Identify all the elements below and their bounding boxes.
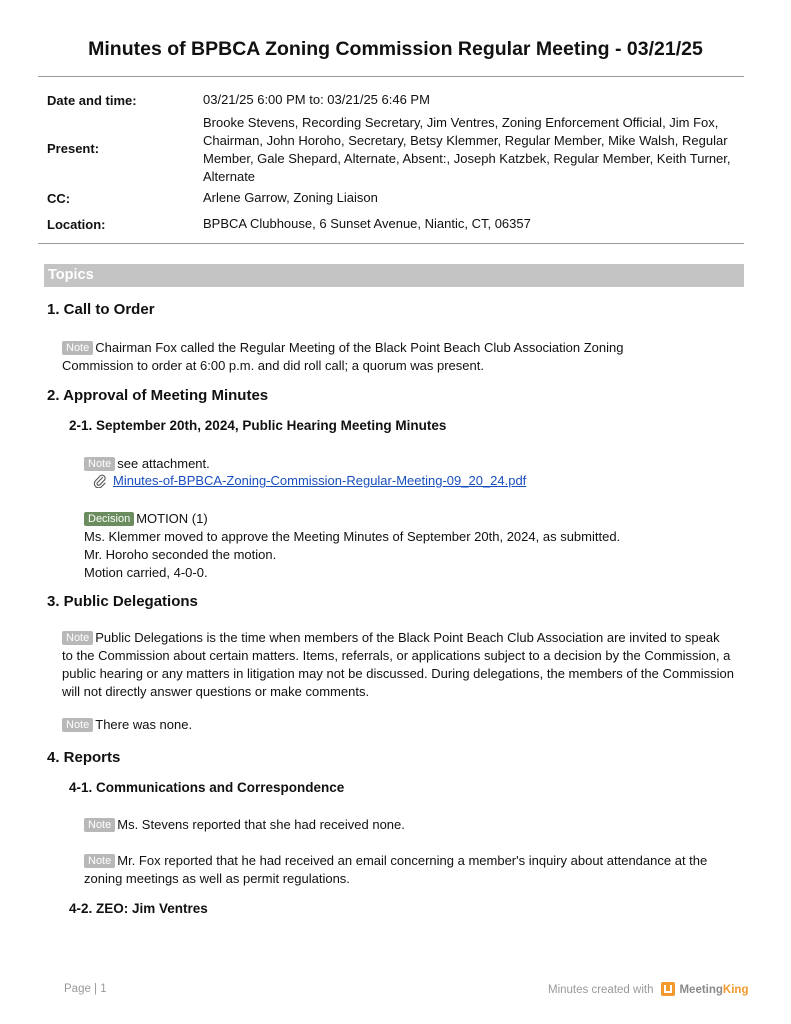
attachment-row: [93, 473, 526, 488]
cc-label: CC:: [47, 191, 71, 206]
note-badge: Note: [62, 341, 93, 355]
section-heading-call-to-order: 1. Call to Order: [47, 301, 155, 318]
created-with-text: Minutes created with: [548, 984, 654, 996]
decision-line: Motion carried, 4-0-0.: [84, 565, 208, 580]
section-heading-reports: 4. Reports: [47, 749, 121, 766]
document-title: Minutes of BPBCA Zoning Commission Regular Meeting - 03/21/25: [88, 38, 703, 60]
note-text: see attachment.: [117, 456, 210, 471]
topics-header: Topics: [44, 264, 744, 287]
brand-king-text: King: [722, 984, 749, 996]
decision-line: Ms. Klemmer moved to approve the Meeting Minutes of September 20th, 2024, as submitted.: [84, 529, 621, 544]
note-badge: Note: [84, 854, 115, 868]
note-text: Chairman Fox called the Regular Meeting of the Black Point Beach Club Association Zoning Commission to order at 6:00 p.m. and did roll call; a quorum was present.: [62, 340, 624, 373]
note-fox-report: [84, 852, 734, 888]
subsection-heading-sept-minutes: 2-1. September 20th, 2024, Public Hearing Meeting Minutes: [69, 418, 447, 433]
note-text: Mr. Fox reported that he had received an email concerning a member's inquiry about attendance at the zoning meetings as well as permit regulations.: [84, 853, 708, 886]
decision-title: MOTION (1): [136, 511, 208, 526]
subsection-heading-zeo: 4-2. ZEO: Jim Ventres: [69, 901, 208, 916]
note-text: Ms. Stevens reported that she had received none.: [117, 817, 405, 832]
paperclip-icon: [93, 474, 107, 488]
decision-block: [84, 510, 724, 582]
location-label: Location:: [47, 217, 106, 232]
note-badge: Note: [62, 631, 93, 645]
meta-divider: [38, 243, 744, 244]
date-label: Date and time:: [47, 93, 137, 108]
note-badge: Note: [84, 457, 115, 471]
present-value: Brooke Stevens, Recording Secretary, Jim Ventres, Zoning Enforcement Official, Jim Fox, Chairman, John Horoho, Secretary, Betsy Klemmer, Regular Member, Mike Walsh, Regular Member, Gale Shepard, Alternate, Absent:, Joseph Katzbek, Regular Member, Keith Turner, Alternate: [203, 115, 731, 184]
note-text: Public Delegations is the time when members of the Black Point Beach Club Association are invited to speak to the Commission about certain matters. Items, referrals, or applications subject to a decision by the Commission, a public hearing or any matters in litigation may not be discussed. During delegations, the members of the Commission will not directly answer questions or make comments.: [62, 630, 735, 699]
decision-badge: Decision: [84, 512, 134, 526]
subsection-heading-communications: 4-1. Communications and Correspondence: [69, 780, 345, 795]
brand-meeting-text: Meeting: [679, 984, 723, 996]
note-text: There was none.: [95, 717, 193, 732]
note-badge: Note: [62, 718, 93, 732]
decision-header: [84, 510, 724, 528]
section-heading-approval-minutes: 2. Approval of Meeting Minutes: [47, 387, 269, 404]
attachment-link[interactable]: Minutes-of-BPBCA-Zoning-Commission-Regular-Meeting-09_20_24.pdf: [113, 473, 527, 488]
cc-value: Arlene Garrow, Zoning Liaison: [203, 190, 378, 205]
note-there-was-none: [62, 716, 702, 734]
meetingking-logo-icon: [661, 982, 675, 996]
decision-line: Mr. Horoho seconded the motion.: [84, 547, 277, 562]
section-heading-public-delegations: 3. Public Delegations: [47, 593, 198, 610]
title-divider: [38, 76, 744, 77]
footer-credit: [548, 982, 748, 996]
date-value: 03/21/25 6:00 PM to: 03/21/25 6:46 PM: [203, 92, 430, 107]
note-see-attachment: [84, 455, 724, 473]
note-public-delegations: [62, 629, 734, 701]
note-call-to-order: [62, 339, 672, 375]
note-stevens-report: [84, 816, 724, 834]
page-number: Page | 1: [64, 983, 107, 995]
present-label: Present:: [47, 141, 100, 156]
note-badge: Note: [84, 818, 115, 832]
location-value: BPBCA Clubhouse, 6 Sunset Avenue, Niantic, CT, 06357: [203, 216, 531, 231]
